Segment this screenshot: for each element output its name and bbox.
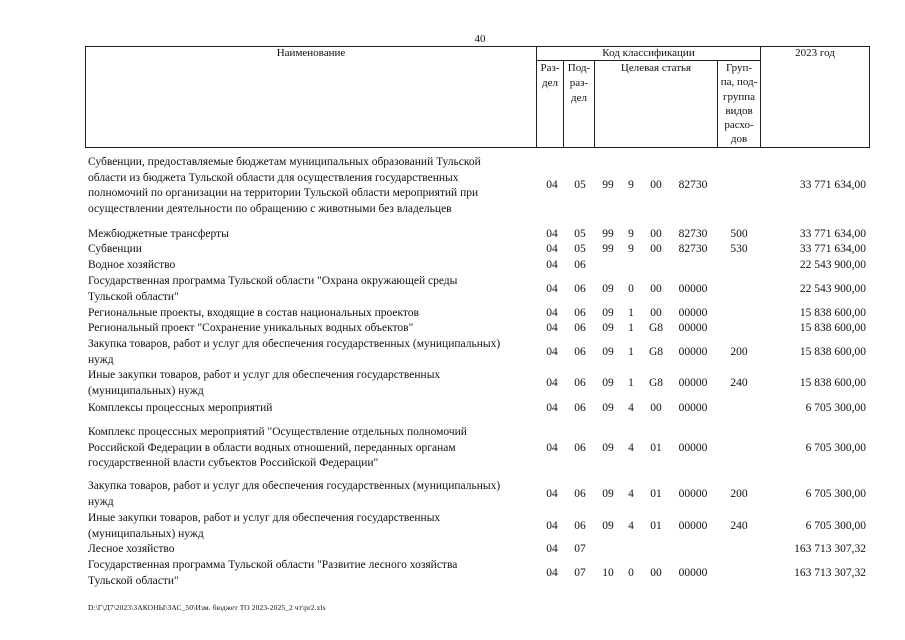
row-name: Комплексы процессных мероприятий [88,402,273,414]
cell-target-event: 00 [650,402,662,414]
cell-podrazdel: 06 [574,402,586,414]
cell-target-direction: 00000 [678,346,708,358]
cell-podrazdel: 06 [574,283,586,295]
cell-target-program: 09 [602,402,614,414]
cell-expense-group: 200 [730,346,748,358]
cell-target-direction: 00000 [678,442,708,454]
cell-target-event: G8 [648,346,664,358]
cell-target-subprogram: 1 [628,307,634,319]
cell-podrazdel: 06 [574,322,586,334]
cell-podrazdel: 06 [574,259,586,271]
cell-expense-group: 240 [730,520,748,532]
cell-target-subprogram: 4 [628,402,634,414]
cell-target-direction: 00000 [678,307,708,319]
row-name: Иные закупки товаров, работ и услуг для обеспечения государственных (муниципальных) нужд [88,512,441,540]
cell-amount: 6 705 300,00 [805,488,866,500]
cell-podrazdel: 05 [574,179,586,191]
cell-target-program: 09 [602,307,614,319]
cell-expense-group: 200 [730,488,748,500]
cell-target-program: 09 [602,488,614,500]
cell-target-direction: 00000 [678,520,708,532]
cell-target-event: G8 [648,377,664,389]
cell-razdel: 04 [546,520,558,532]
cell-target-subprogram: 0 [628,567,634,579]
cell-razdel: 04 [546,228,558,240]
cell-target-subprogram: 1 [628,322,634,334]
cell-target-direction: 00000 [678,377,708,389]
cell-target-subprogram: 4 [628,442,634,454]
cell-target-event: 01 [650,442,662,454]
cell-amount: 6 705 300,00 [805,402,866,414]
cell-expense-group: 240 [730,377,748,389]
cell-target-event: 01 [650,488,662,500]
row-name: Региональный проект "Сохранение уникальных водных объектов" [88,322,414,334]
cell-target-event: 00 [650,243,662,255]
cell-podrazdel: 06 [574,442,586,454]
header-year-cell [760,46,870,148]
cell-target-program: 99 [602,179,614,191]
cell-target-subprogram: 9 [628,179,634,191]
cell-target-event: 00 [650,283,662,295]
cell-podrazdel: 06 [574,346,586,358]
row-name: Лесное хозяйство [88,543,175,555]
cell-target-program: 10 [602,567,614,579]
header-target-label: Целевая статья [620,62,692,74]
cell-podrazdel: 06 [574,520,586,532]
cell-podrazdel: 07 [574,543,586,555]
cell-target-event: 00 [650,228,662,240]
cell-amount: 163 713 307,32 [794,543,866,555]
cell-target-direction: 82730 [678,228,708,240]
cell-target-direction: 00000 [678,283,708,295]
row-name: Субвенции [88,243,142,255]
row-name: Комплекс процессных мероприятий "Осуществление отдельных полномочий Российской Федерации в области водных отношений, переданных органам государственной власти субъектов Российской Федерации" [88,426,467,469]
page-number: 40 [474,33,486,45]
cell-razdel: 04 [546,243,558,255]
cell-target-program: 09 [602,442,614,454]
cell-podrazdel: 06 [574,377,586,389]
cell-target-program: 09 [602,283,614,295]
cell-razdel: 04 [546,567,558,579]
cell-target-program: 09 [602,520,614,532]
row-name: Региональные проекты, входящие в состав национальных проектов [88,307,419,319]
header-name-label: Наименование [276,47,346,59]
cell-target-subprogram: 0 [628,283,634,295]
cell-expense-group: 500 [730,228,748,240]
cell-amount: 6 705 300,00 [805,442,866,454]
cell-amount: 15 838 600,00 [799,346,866,358]
cell-target-subprogram: 1 [628,377,634,389]
cell-target-subprogram: 4 [628,488,634,500]
cell-amount: 22 543 900,00 [799,259,866,271]
cell-target-event: G8 [648,322,664,334]
header-group-label: Груп- па, под- группа видов расхо- дов [720,62,758,146]
cell-podrazdel: 05 [574,243,586,255]
cell-target-event: 00 [650,567,662,579]
cell-podrazdel: 05 [574,228,586,240]
cell-expense-group: 530 [730,243,748,255]
cell-razdel: 04 [546,322,558,334]
row-name: Государственная программа Тульской области "Охрана окружающей среды Тульской области" [88,275,458,303]
cell-target-event: 01 [650,520,662,532]
cell-target-program: 99 [602,243,614,255]
cell-podrazdel: 06 [574,307,586,319]
cell-target-event: 00 [650,307,662,319]
header-name-cell [85,46,537,148]
cell-amount: 33 771 634,00 [799,243,866,255]
row-name: Закупка товаров, работ и услуг для обеспечения государственных (муниципальных) нужд [88,480,501,508]
cell-razdel: 04 [546,259,558,271]
cell-target-subprogram: 1 [628,346,634,358]
cell-razdel: 04 [546,346,558,358]
cell-razdel: 04 [546,402,558,414]
cell-podrazdel: 07 [574,567,586,579]
row-name: Межбюджетные трансферты [88,228,229,240]
header-code-label: Код классификации [602,47,695,59]
cell-target-direction: 00000 [678,488,708,500]
cell-target-program: 09 [602,322,614,334]
cell-amount: 15 838 600,00 [799,322,866,334]
row-name: Государственная программа Тульской области "Развитие лесного хозяйства Тульской области" [88,559,458,587]
cell-target-direction: 82730 [678,243,708,255]
row-name: Закупка товаров, работ и услуг для обеспечения государственных (муниципальных) нужд [88,338,501,366]
cell-target-program: 09 [602,346,614,358]
cell-target-subprogram: 9 [628,243,634,255]
cell-target-direction: 00000 [678,322,708,334]
cell-target-subprogram: 9 [628,228,634,240]
cell-razdel: 04 [546,488,558,500]
cell-amount: 15 838 600,00 [799,377,866,389]
cell-razdel: 04 [546,179,558,191]
cell-target-program: 99 [602,228,614,240]
cell-razdel: 04 [546,283,558,295]
cell-razdel: 04 [546,442,558,454]
cell-target-direction: 82730 [678,179,708,191]
cell-razdel: 04 [546,543,558,555]
cell-amount: 15 838 600,00 [799,307,866,319]
row-name: Иные закупки товаров, работ и услуг для обеспечения государственных (муниципальных) нужд [88,369,441,397]
cell-target-event: 00 [650,179,662,191]
cell-target-direction: 00000 [678,567,708,579]
cell-amount: 163 713 307,32 [794,567,866,579]
header-podrazdel-label: Под- раз- дел [567,62,591,104]
cell-amount: 33 771 634,00 [799,179,866,191]
header-razdel-label: Раз- дел [540,62,560,89]
cell-amount: 6 705 300,00 [805,520,866,532]
cell-podrazdel: 06 [574,488,586,500]
cell-razdel: 04 [546,307,558,319]
cell-target-subprogram: 4 [628,520,634,532]
row-name: Водное хозяйство [88,259,176,271]
cell-razdel: 04 [546,377,558,389]
cell-target-program: 09 [602,377,614,389]
header-year-label: 2023 год [795,47,835,59]
cell-target-direction: 00000 [678,402,708,414]
cell-amount: 33 771 634,00 [799,228,866,240]
file-path-footer: D:\Г\Д7\2023\ЗАКОНЫ\ЗАС_50\Изм. бюджет ТО 2023-2025_2 чт\pr2.xls [88,603,326,612]
cell-amount: 22 543 900,00 [799,283,866,295]
row-name: Субвенции, предоставляемые бюджетам муниципальных образований Тульской области из бюджета Тульской области для осуществления государственных полномочий по организации на территории Тульской области мероприятий при осуществлении деятельности по обращению с животными без владельцев [88,156,481,215]
